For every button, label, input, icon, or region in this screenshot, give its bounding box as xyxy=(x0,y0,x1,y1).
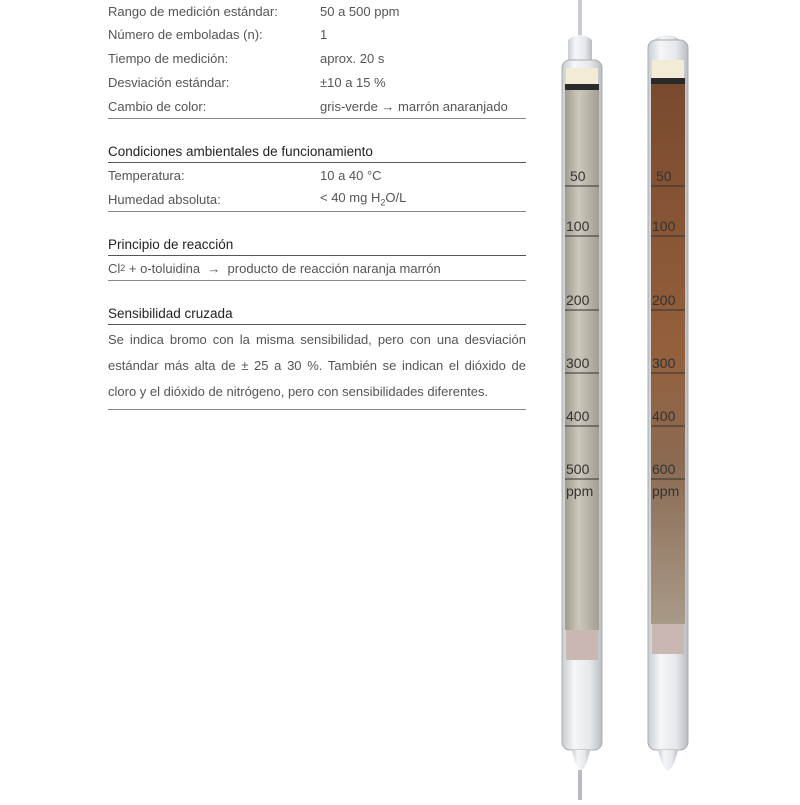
datasheet xyxy=(108,0,526,410)
reaction-formula: Cl 2 + o-toluidina → producto de reacción naranja marrón xyxy=(108,260,441,276)
divider xyxy=(108,324,526,325)
condition-row-humidity xyxy=(108,187,526,211)
scale-unit: ppm xyxy=(566,483,594,499)
scale-label: 400 xyxy=(566,408,590,424)
spec-table xyxy=(108,0,526,118)
spec-label: Rango de medición estándar: xyxy=(108,3,278,19)
spec-value: aprox. 20 s xyxy=(320,50,385,66)
spec-label: Número de emboladas (n): xyxy=(108,26,263,42)
conditions-heading: Condiciones ambientales de funcionamiento xyxy=(108,144,373,159)
condition-value: 10 a 40 °C xyxy=(320,167,382,183)
spec-row-deviation xyxy=(108,70,526,94)
scale-label: 50 xyxy=(656,168,672,184)
reaction-heading: Principio de reacción xyxy=(108,237,234,252)
scale-label: 600 xyxy=(652,461,676,477)
scale-label: 100 xyxy=(652,218,676,234)
condition-label: Humedad absoluta: xyxy=(108,191,221,207)
detector-tubes-photo xyxy=(548,0,708,800)
scale-label: 400 xyxy=(652,408,676,424)
scale-label: 100 xyxy=(566,218,590,234)
spec-row-time xyxy=(108,46,526,70)
condition-label: Temperatura: xyxy=(108,167,185,183)
spec-value: 50 a 500 ppm xyxy=(320,3,400,19)
scale-label: 200 xyxy=(566,292,590,308)
condition-value: < 40 mg $H_2O/L$ xyxy=(320,190,407,208)
spec-label: Cambio de color: xyxy=(108,98,207,114)
condition-row-temperature xyxy=(108,163,526,187)
scale-label: 50 xyxy=(570,168,586,184)
spec-value: gris-verde → marrón anaranjado xyxy=(320,98,508,114)
cross-sensitivity-text: Se indica bromo con la misma sensibilidad, pero con una desviación estándar más alta de ± 25 a 30 %. También se indican el dióxido de cloro y el dióxido de nitrógeno, pero con sensibilidades diferentes. xyxy=(108,332,526,399)
spec-row-strokes xyxy=(108,22,526,46)
cross-sensitivity-heading: Sensibilidad cruzada xyxy=(108,306,233,321)
spec-value: ±10 a 15 % xyxy=(320,74,386,90)
spec-row-range xyxy=(108,0,526,22)
spec-row-color xyxy=(108,94,526,118)
scale-unit: ppm xyxy=(652,483,680,499)
spec-label: Desviación estándar: xyxy=(108,74,230,90)
scale-label: 500 xyxy=(566,461,590,477)
spec-value: 1 xyxy=(320,26,328,42)
spec-label: Tiempo de medición: xyxy=(108,50,229,66)
scale-label: 300 xyxy=(652,355,676,371)
tube-right xyxy=(648,35,688,770)
scale-label: 200 xyxy=(652,292,676,308)
divider xyxy=(108,409,526,410)
tube-left xyxy=(562,0,602,800)
scale-label: 300 xyxy=(566,355,590,371)
